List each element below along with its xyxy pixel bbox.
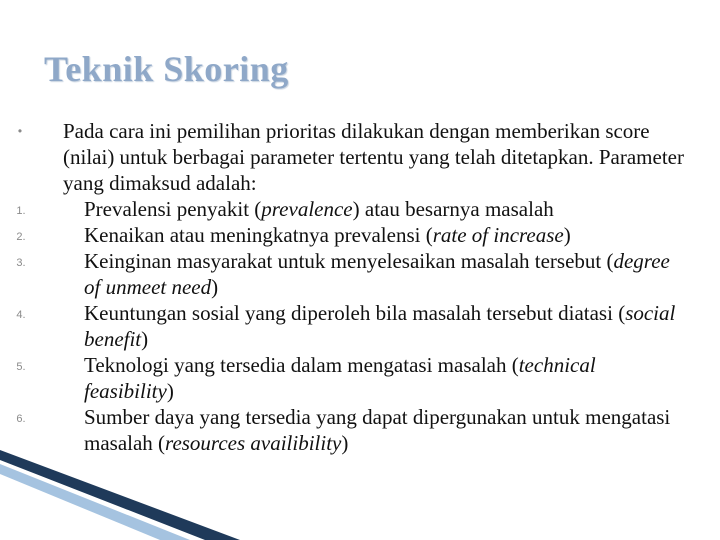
list-item-term: rate of increase [432, 223, 564, 247]
list-number: 3. [16, 257, 26, 269]
list-item-term: resources availibility [165, 431, 342, 455]
list-item [0, 222, 720, 248]
list-item-term: prevalence [261, 197, 353, 221]
list-item-term: social benefit [84, 301, 676, 351]
list-item-text: Prevalensi penyakit (prevalence) atau besarnya masalah [84, 197, 554, 221]
list-item-term: technical feasibility [84, 353, 596, 403]
list-number: 2. [16, 231, 26, 243]
slide-title: Teknik Skoring [44, 49, 289, 89]
list-item-text: Teknologi yang tersedia dalam mengatasi masalah (technical feasibility) [84, 353, 596, 403]
bullet-marker: • [17, 124, 23, 138]
list-item-text: Sumber daya yang tersedia yang dapat dipergunakan untuk mengatasi masalah (resources availibility) [84, 405, 671, 455]
intro-text: Pada cara ini pemilihan prioritas dilakukan dengan memberikan score (nilai) untuk berbagai parameter tertentu yang telah ditetapkan. Parameter yang dimaksud adalah: [63, 119, 684, 195]
bottom-swoosh-decoration [0, 450, 720, 540]
list-number: 4. [16, 309, 26, 321]
list-number: 6. [16, 413, 26, 425]
list-item-text: Keuntungan sosial yang diperoleh bila masalah tersebut diatasi (social benefit) [84, 301, 676, 351]
list-item-text: Kenaikan atau meningkatnya prevalensi (rate of increase) [84, 223, 571, 247]
list-item [0, 248, 720, 300]
list-item [0, 300, 720, 352]
list-number: 5. [16, 361, 26, 373]
list-item [0, 404, 720, 456]
list-item-text: Keinginan masyarakat untuk menyelesaikan masalah tersebut (degree of unmeet need) [84, 249, 670, 299]
list-item-term: degree of unmeet need [84, 249, 670, 299]
slide-content [0, 118, 720, 456]
list-number: 1. [16, 205, 26, 217]
intro-paragraph [0, 118, 720, 196]
list-item [0, 352, 720, 404]
list-item [0, 196, 720, 222]
